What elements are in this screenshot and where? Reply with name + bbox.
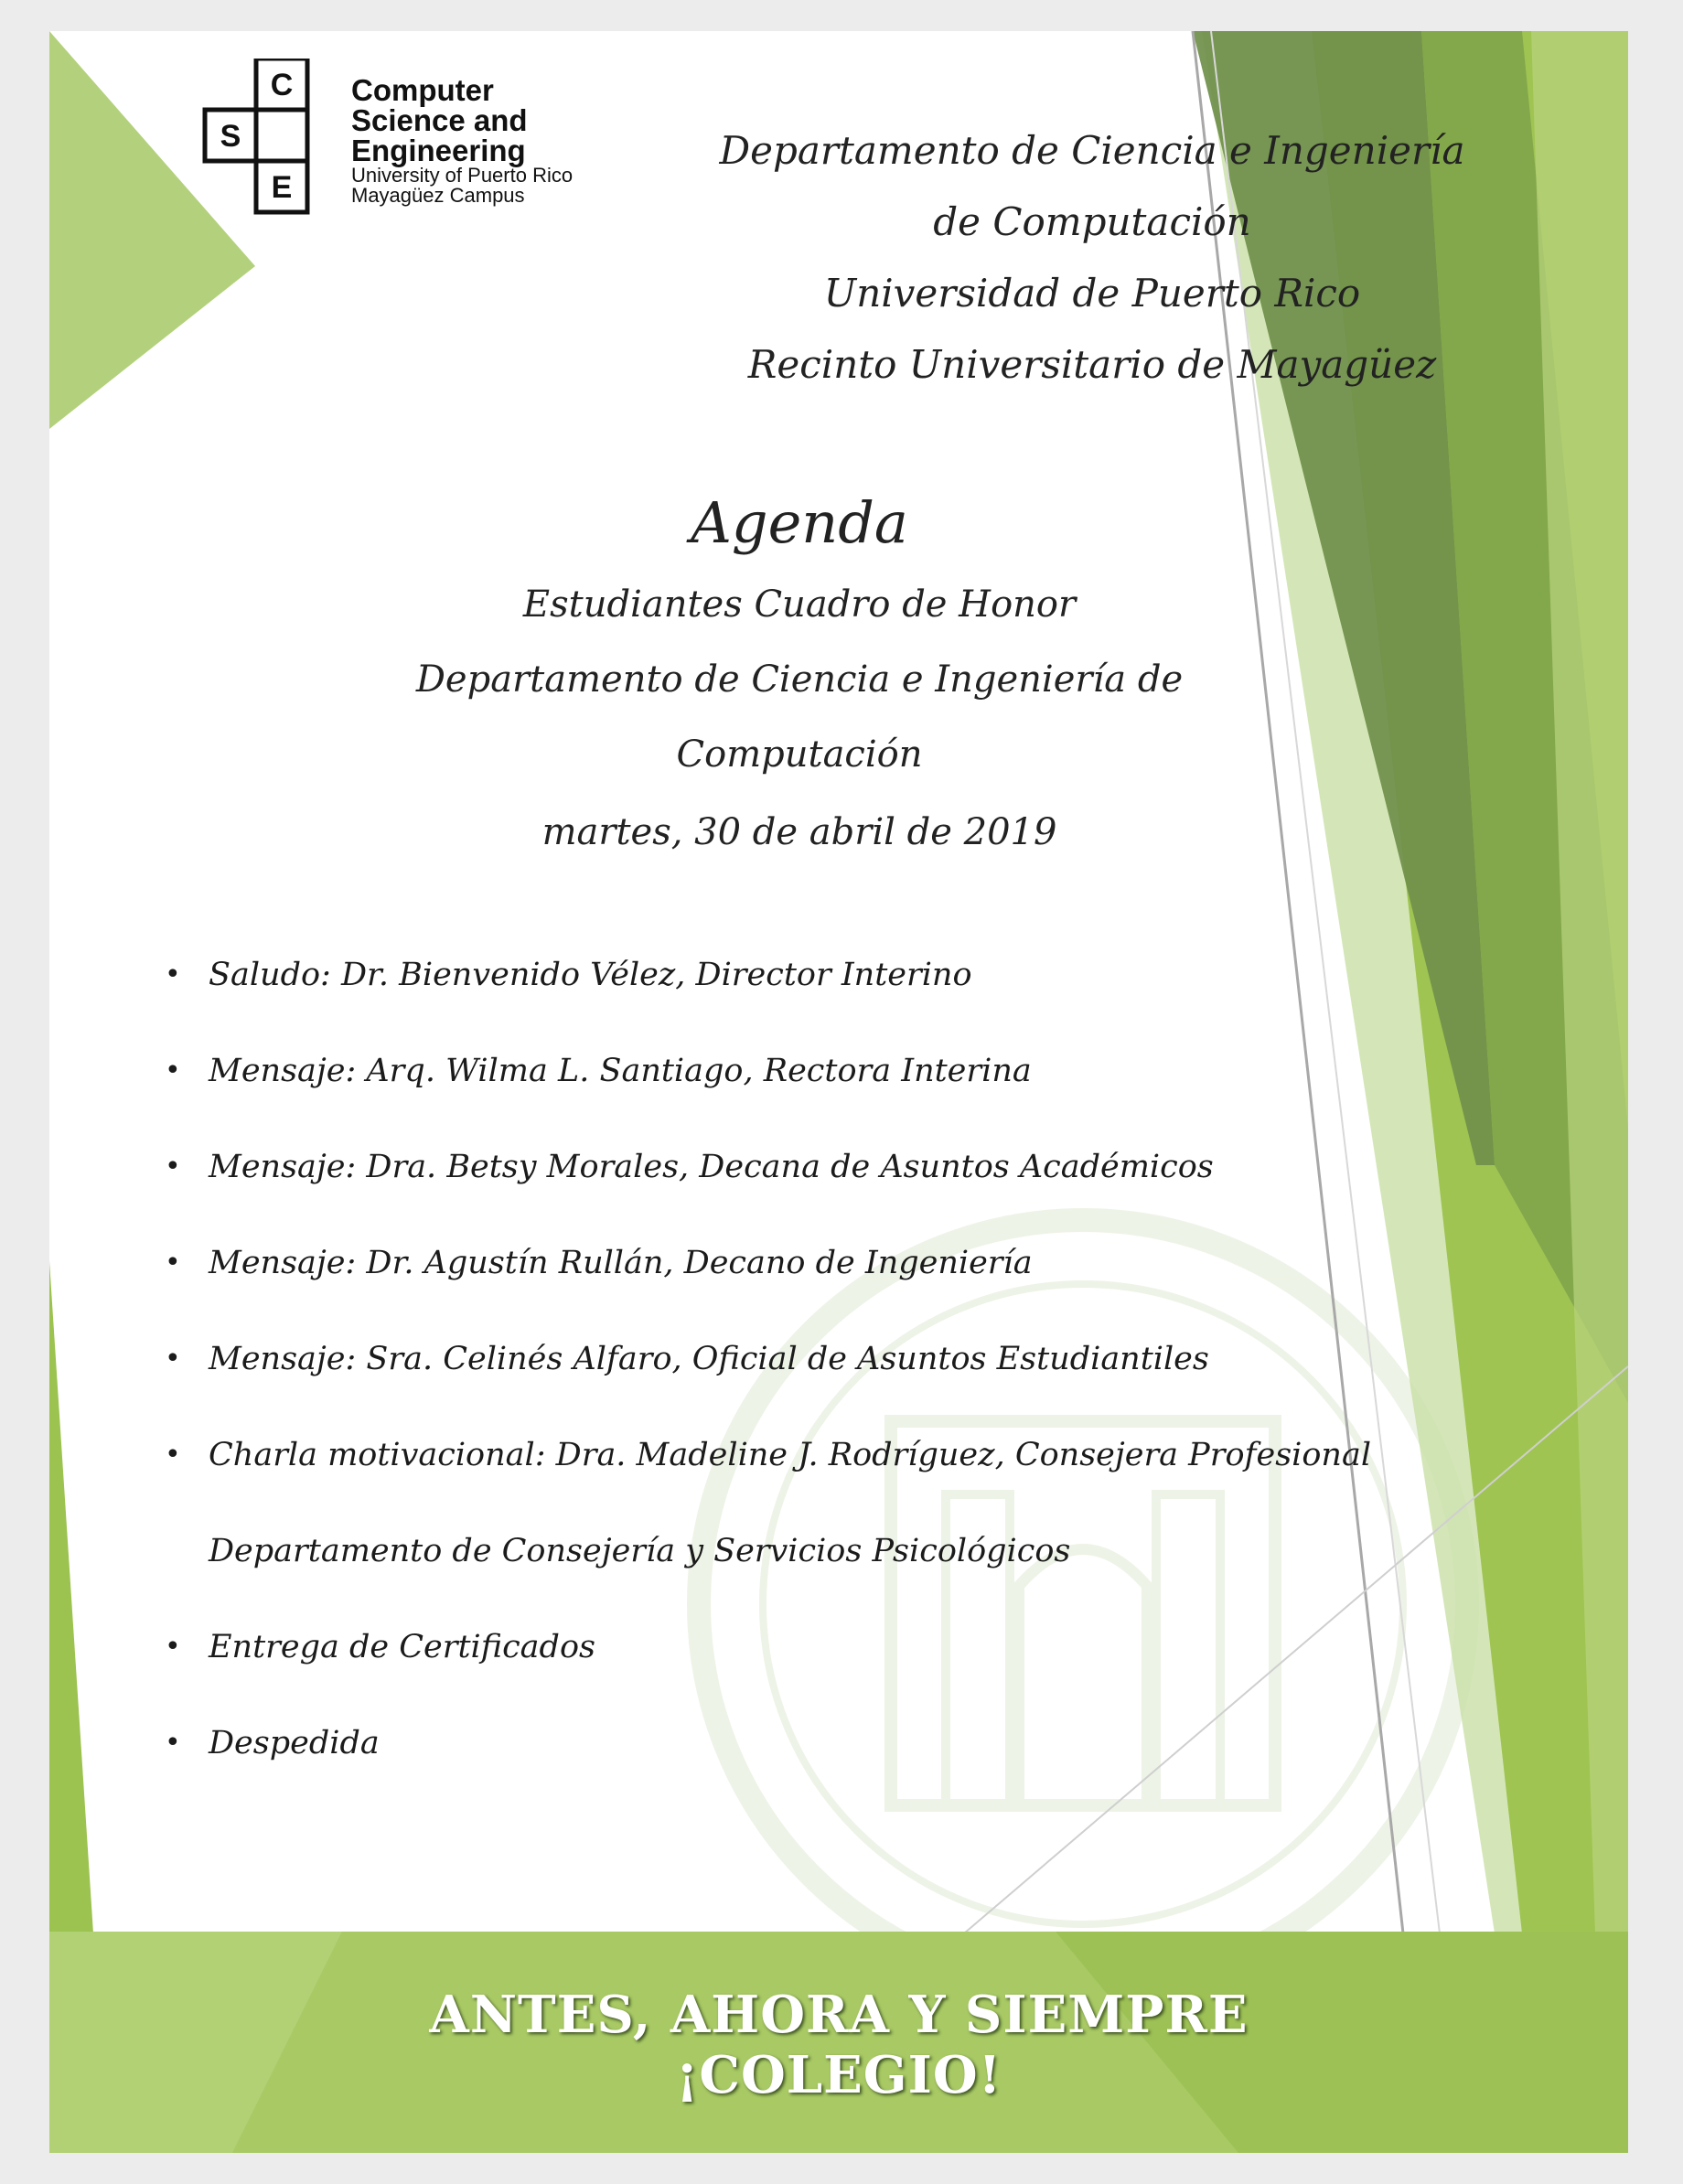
agenda-item-text: Mensaje: Dr. Agustín Rullán, Decano de Ingeniería (209, 1245, 1033, 1281)
list-item-continuation (123, 1524, 1549, 1620)
logo-line-5: Mayagüez Campus (351, 184, 525, 207)
agenda-item-text: Saludo: Dr. Bienvenido Vélez, Director Interino (209, 957, 972, 993)
logo-line-3: Engineering (351, 134, 526, 167)
list-item (123, 947, 1549, 1044)
event-subtitle: Estudiantes Cuadro de Honor (522, 583, 1077, 626)
logo-wordmark (351, 75, 573, 206)
header-department: Departamento de Ciencia e Ingeniería de Computación (719, 128, 1465, 244)
bullet-icon: • (165, 1247, 181, 1279)
logo-letter-e: E (271, 170, 293, 205)
list-item (123, 1044, 1549, 1140)
logo-letter-s: S (220, 119, 241, 154)
header-university: Universidad de Puerto Rico (823, 271, 1361, 316)
bullet-icon: • (165, 1055, 181, 1087)
agenda-list (123, 947, 1549, 1812)
title-block (324, 479, 1275, 873)
logo-letter-c: C (270, 68, 294, 102)
list-item (123, 1428, 1549, 1524)
list-item (123, 1716, 1549, 1812)
agenda-item-text: Despedida (209, 1725, 380, 1761)
footer-slogan-line-2: ¡COLEGIO! (675, 2045, 1002, 2105)
page-title: Agenda (691, 489, 908, 556)
agenda-item-text: Mensaje: Dra. Betsy Morales, Decana de Asuntos Académicos (209, 1149, 1214, 1185)
list-item (123, 1236, 1549, 1332)
bullet-icon: • (165, 1151, 181, 1183)
bullet-icon: • (165, 958, 181, 990)
footer-band (49, 1932, 1628, 2153)
logo-line-2: Science and (351, 103, 528, 137)
agenda-item-text: Departamento de Consejería y Servicios Psicológicos (209, 1533, 1071, 1569)
header-campus: Recinto Universitario de Mayagüez (747, 342, 1437, 387)
institution-header (690, 115, 1495, 401)
department-subtitle: Departamento de Ciencia e Ingeniería de Computación (415, 658, 1184, 776)
bullet-icon: • (165, 1439, 181, 1471)
bullet-icon: • (165, 1631, 181, 1663)
list-item (123, 1332, 1549, 1428)
footer-slogan-line-1: ANTES, AHORA Y SIEMPRE (429, 1985, 1249, 2045)
agenda-item-text: Mensaje: Sra. Celinés Alfaro, Oficial de Asuntos Estudiantiles (209, 1341, 1209, 1377)
bullet-icon: • (165, 1727, 181, 1759)
bullet-icon: • (165, 1343, 181, 1375)
agenda-item-text: Mensaje: Arq. Wilma L. Santiago, Rectora Interina (209, 1053, 1032, 1089)
list-item (123, 1620, 1549, 1716)
agenda-page (49, 31, 1628, 2153)
agenda-item-text: Charla motivacional: Dra. Madeline J. Rodríguez, Consejera Profesional (209, 1437, 1372, 1473)
footer-slogan (49, 1985, 1628, 2105)
left-sliver-bottom (49, 1261, 93, 1933)
agenda-item-text: Entrega de Certificados (209, 1629, 595, 1665)
list-item (123, 1140, 1549, 1236)
event-date: martes, 30 de abril de 2019 (541, 811, 1057, 853)
logo-line-1: Computer (351, 73, 494, 107)
logo-line-4: University of Puerto Rico (351, 164, 574, 187)
